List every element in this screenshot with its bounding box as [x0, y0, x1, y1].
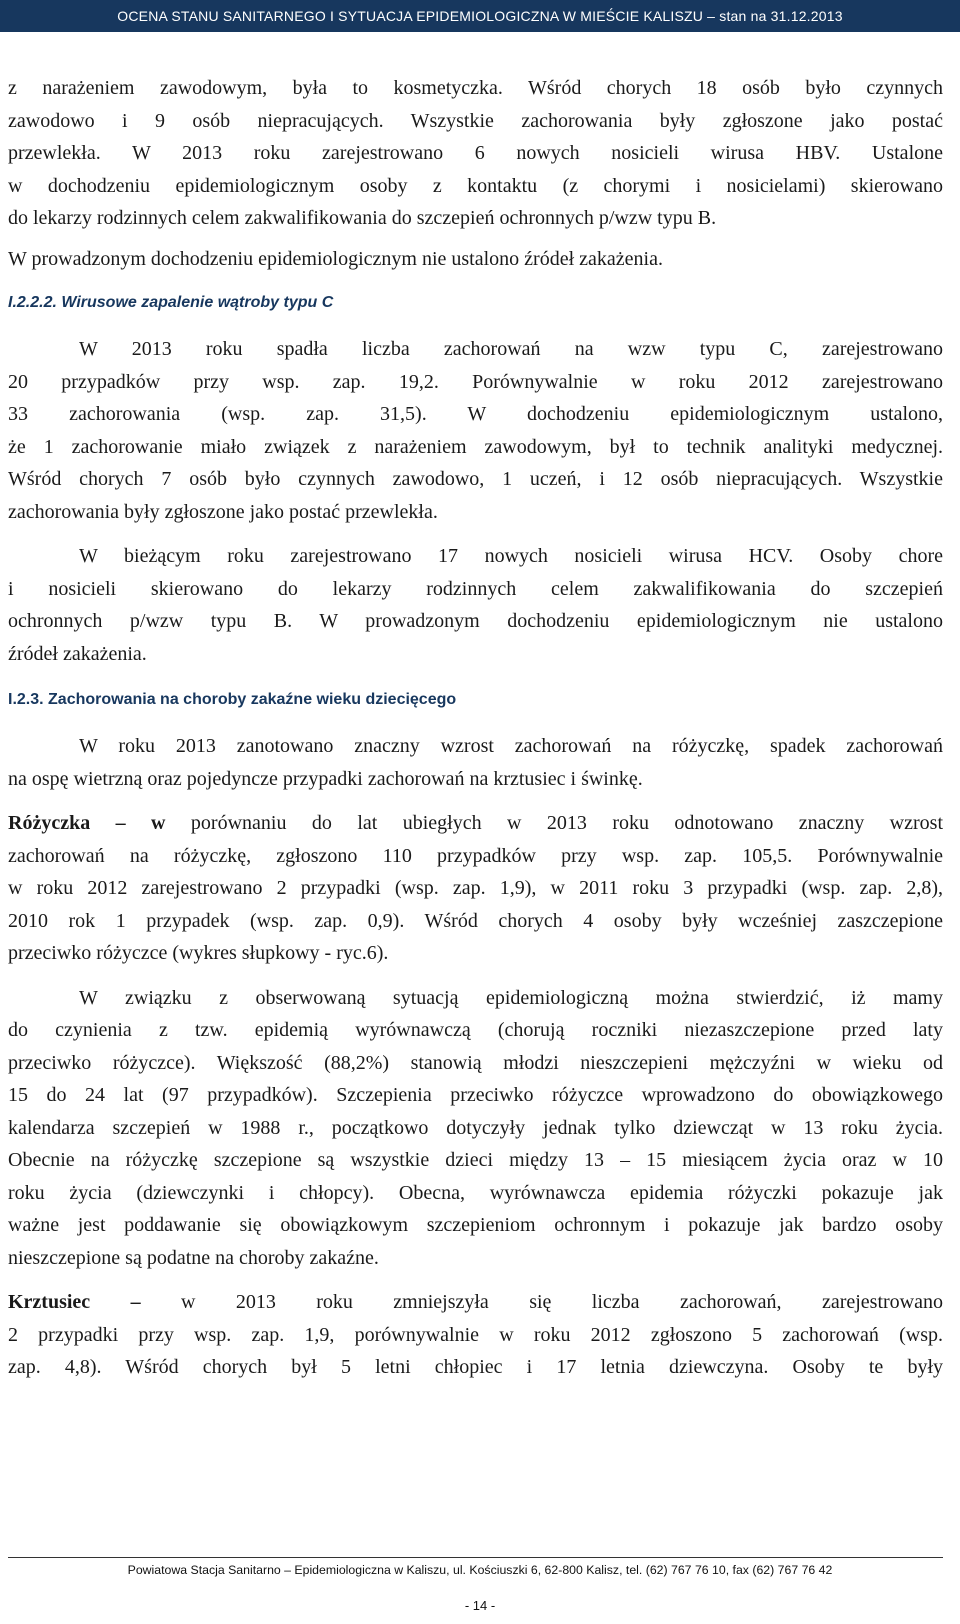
text-line: przeciwko różyczce (wykres słupkowy - ryc.6). [8, 942, 389, 964]
text-line: w roku 2012 zarejestrowano 2 przypadki (wsp. zap. 1,9), w 2011 roku 3 przypadki (wsp. zap. 2,8), [8, 877, 943, 899]
page-number: - 14 - [464, 1598, 496, 1613]
text-line: zap. 4,8). Wśród chorych był 5 letni chłopiec i 17 letnia dziewczyna. Osoby te były [8, 1356, 943, 1378]
text-line: i nosicieli skierowano do lekarzy rodzinnych celem zakwalifikowania do szczepień [8, 577, 943, 600]
text-fragment: porównaniu do lat ubiegłych w 2013 roku odnotowano znaczny wzrost [165, 812, 943, 834]
text-line: W związku z obserwowaną sytuacją epidemiologiczną można stwierdzić, iż mamy [79, 986, 943, 1009]
text-line: 33 zachorowania (wsp. zap. 31,5). W dochodzeniu epidemiologicznym ustalono, [8, 403, 943, 425]
text-fragment: w 2013 roku zmniejszyła się liczba zachorowań, zarejestrowano [140, 1291, 943, 1313]
text-line: 20 przypadków przy wsp. zap. 19,2. Porównywalnie w roku 2012 zarejestrowano [8, 370, 943, 393]
text-line: ochronnych p/wzw typu B. W prowadzonym dochodzeniu epidemiologicznym nie ustalono [8, 610, 943, 632]
section-heading-children: I.2.3. Zachorowania na choroby zakaźne wieku dziecięcego [8, 691, 457, 708]
text-line: W bieżącym roku zarejestrowano 17 nowych nosicieli wirusa HCV. Osoby chore [79, 545, 943, 567]
text-line: ważne jest poddawanie się obowiązkowym szczepieniom ochronnym i pokazuje jak bardzo osoby [8, 1214, 943, 1236]
text-line: 2010 rok 1 przypadek (wsp. zap. 0,9). Wśród chorych 4 osoby były wcześniej zaszczepione [8, 909, 943, 932]
text-line: przeciwko różyczce). Większość (88,2%) stanowią młodzi nieszczepieni mężczyźni w wieku od [8, 1051, 943, 1074]
text-line: 15 do 24 lat (97 przypadków). Szczepienia przeciwko różyczce wprowadzono do obowiązkowego [8, 1084, 943, 1106]
rubella-label: Różyczka – w [8, 812, 166, 834]
text-line: Wśród chorych 7 osób było czynnych zawodowo, 1 uczeń, i 12 osób niepracujących. Wszystkie [8, 468, 943, 490]
text-line: że 1 zachorowanie miało związek z narażeniem zawodowym, był to technik analityki medycznej. [8, 435, 943, 458]
document-body [8, 72, 943, 1384]
text-line: nieszczepione są podatne na choroby zakaźne. [8, 1246, 379, 1269]
page-header: OCENA STANU SANITARNEGO I SYTUACJA EPIDEMIOLOGICZNA W MIEŚCIE KALISZU – stan na 31.12.2013 [0, 0, 960, 32]
text-line: z narażeniem zawodowym, była to kosmetyczka. Wśród chorych 18 osób było czynnych [8, 77, 943, 99]
text-line: kalendarza szczepień w 1988 r., początkowo dotyczyły jednak tylko dziewcząt w 13 roku życia. [8, 1116, 943, 1139]
text-line: roku życia (dziewczynki i chłopcy). Obecna, wyrównawcza epidemia różyczki pokazuje jak [8, 1181, 943, 1204]
section-heading-hcv: I.2.2.2. Wirusowe zapalenie wątroby typu C [8, 294, 334, 311]
text-line: zachorowania były zgłoszone jako postać przewlekła. [8, 500, 438, 523]
pertussis-label: Krztusiec – [8, 1291, 141, 1313]
text-line: w dochodzeniu epidemiologicznym osoby z kontaktu (z chorymi i nosicielami) skierowano [8, 174, 943, 197]
text-line: 2 przypadki przy wsp. zap. 1,9, porównywalnie w roku 2012 zgłoszono 5 zachorowań (wsp. [8, 1323, 943, 1346]
text-line: W 2013 roku spadła liczba zachorowań na wzw typu C, zarejestrowano [79, 338, 943, 360]
text-line: do czynienia z tzw. epidemią wyrównawczą (chorują roczniki niezaszczepione przed laty [8, 1019, 943, 1041]
text-line: zawodowo i 9 osób niepracujących. Wszystkie zachorowania były zgłoszone jako postać [8, 109, 943, 132]
text-line: Obecnie na różyczkę szczepione są wszystkie dzieci między 13 – 15 miesiącem życia oraz w 10 [8, 1149, 943, 1171]
footer-divider [8, 1557, 943, 1558]
text-line: zachorowań na różyczkę, zgłoszono 110 przypadków przy wsp. zap. 105,5. Porównywalnie [8, 844, 943, 867]
text-line: W prowadzonym dochodzeniu epidemiologicznym nie ustalono źródeł zakażenia. [8, 247, 663, 270]
text-line: źródeł zakażenia. [8, 642, 147, 665]
pertussis-first-line [8, 1286, 943, 1319]
text-line: przewlekła. W 2013 roku zarejestrowano 6 nowych nosicieli wirusa HBV. Ustalone [8, 142, 943, 164]
rubella-first-line [8, 807, 943, 840]
text-line: do lekarzy rodzinnych celem zakwalifikowania do szczepień ochronnych p/wzw typu B. [8, 207, 717, 229]
text-line: W roku 2013 zanotowano znaczny wzrost zachorowań na różyczkę, spadek zachorowań [79, 735, 943, 757]
footer-address: Powiatowa Stacja Sanitarno – Epidemiologiczna w Kaliszu, ul. Kościuszki 6, 62-800 Kalisz, tel. (62) 767 76 10, fax (62) 767 76 42 [127, 1563, 833, 1577]
text-line: na ospę wietrzną oraz pojedyncze przypadki zachorowań na krztusiec i świnkę. [8, 767, 643, 790]
